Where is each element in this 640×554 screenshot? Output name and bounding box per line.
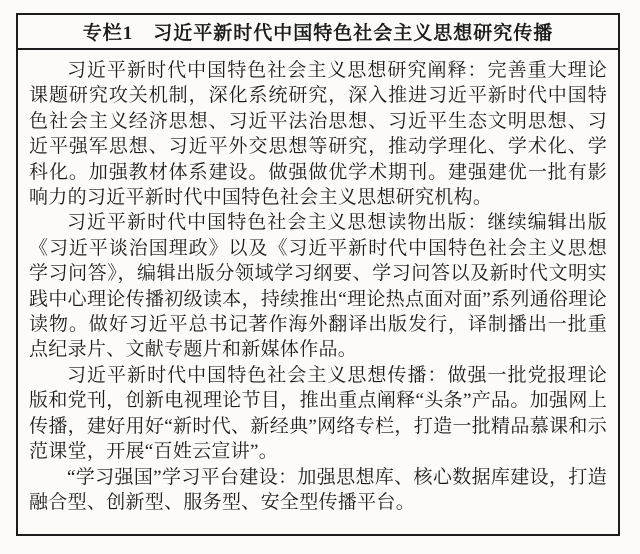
paragraph-publications: 习近平新时代中国特色社会主义思想读物出版：继续编辑出版《习近平谈治国理政》以及《习近平新时代中国特色社会主义思想学习问答》，编辑出版分领域学习纲要、学习问答以及新时代文明实践中心理论传播初级读本，持续推出“理论热点面对面”系列通俗理论读物。做好习近平总书记著作海外翻译出版发行，译制播出一批重点纪录片、文献专题片和新媒体作品。 — [29, 212, 607, 361]
column-body — [18, 50, 618, 515]
column-title: 专栏1 习近平新时代中国特色社会主义思想研究传播 — [82, 23, 554, 44]
paragraph-dissemination: 习近平新时代中国特色社会主义思想传播：做强一批党报理论版和党刊，创新电视理论节目，推出重点阐释“头条”产品。加强网上传播，建好用好“新时代、新经典”网络专栏，打造一批精品慕课和示范课堂，开展“百姓云宣讲”。 — [29, 364, 607, 463]
column-box-header — [18, 15, 618, 50]
column-box — [16, 13, 620, 536]
paragraph-research-interpretation: 习近平新时代中国特色社会主义思想研究阐释：完善重大理论课题研究攻关机制，深化系统研究，深入推进习近平新时代中国特色社会主义经济思想、习近平法治思想、习近平生态文明思想、习近平强军思想、习近平外交思想等研究，推动学理化、学术化、学科化。加强教材体系建设。做强做优学术期刊。建强建优一批有影响力的习近平新时代中国特色社会主义思想研究机构。 — [29, 60, 607, 209]
paragraph-xuexi-qiangguo-platform: “学习强国”学习平台建设：加强思想库、核心数据库建设，打造融合型、创新型、服务型、安全型传播平台。 — [29, 466, 607, 513]
